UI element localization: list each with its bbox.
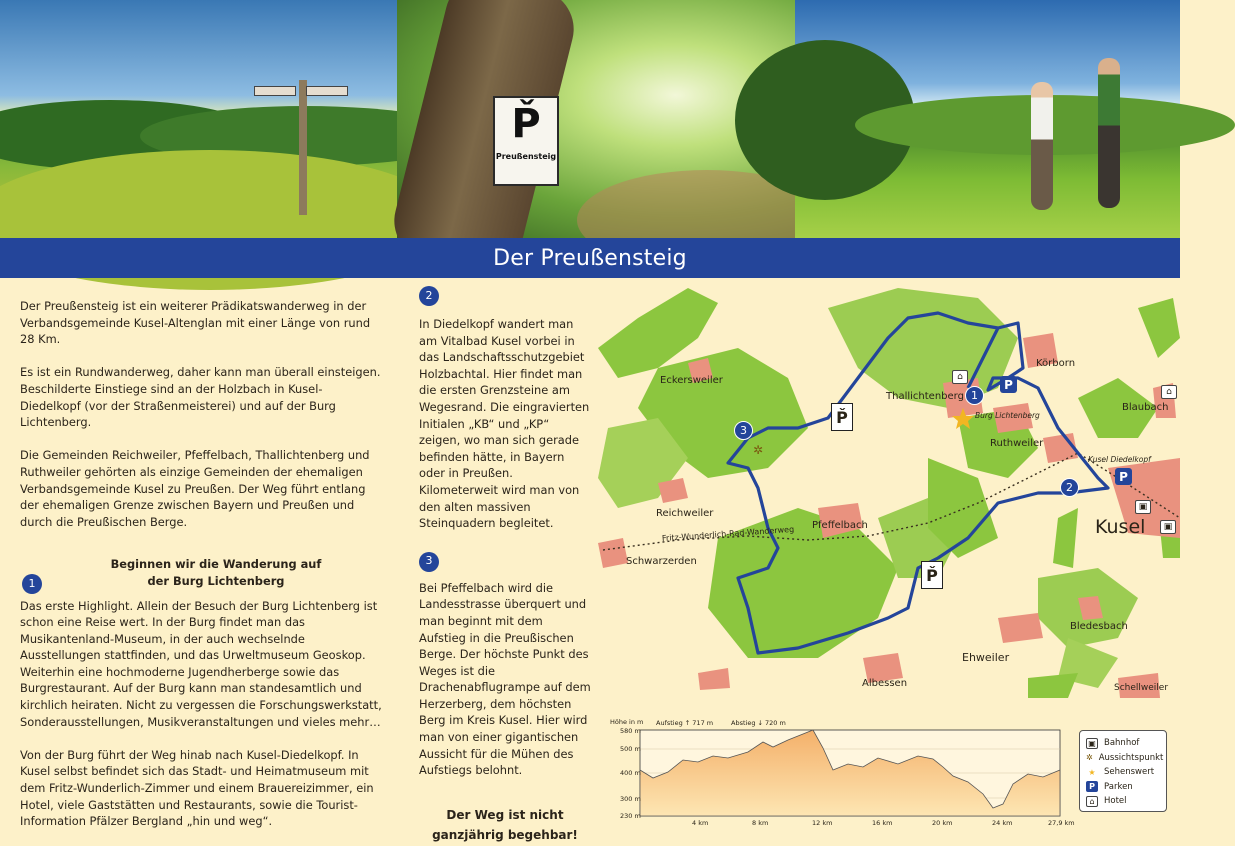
profile-ylabel: Höhe in m [610,718,644,726]
profile-xtick: 20 km [932,819,953,827]
section-1-heading: Beginnen wir die Wanderung auf der Burg Lichtenberg [110,557,322,588]
legend-item: ★ Sehenswert [1086,765,1160,780]
map-canvas [598,278,1180,698]
parking-icon: P [1086,781,1098,792]
photo-meadow-signpost [0,0,397,238]
route-column [419,286,591,845]
train-icon: ▣ [1086,738,1098,749]
place-albessen: Albessen [862,678,908,689]
place-burg-lichtenberg: Burg Lichtenberg [975,411,1040,420]
intro-paragraph-2: Es ist ein Rundwanderweg, daher kann man überall einsteigen. Beschilderte Einstiege sind an der Holzbach in Kusel-Diedelkopf (vor der Straßenmeisterei) und auf der Burg Lichtenberg. [20,365,381,430]
profile-xtick: 16 km [872,819,893,827]
hotel-icon: ⌂ [1161,385,1177,399]
section-3-badge: 3 [419,552,439,572]
profile-ytick: 400 m [620,769,641,777]
place-reichweiler: Reichweiler [656,508,714,519]
profile-xtick: 27,9 km [1048,819,1075,827]
route-map [598,278,1180,698]
train-station-icon: ▣ [1160,520,1176,534]
place-kusel: Kusel [1095,516,1146,538]
waymark-glyph: P̌ [511,101,541,147]
train-station-icon: ▣ [1135,500,1151,514]
place-ruthweiler: Ruthweiler [990,438,1044,449]
closing-note: Der Weg ist nicht ganzjährig begehbar! [432,807,578,842]
route-marker-1: 1 [965,386,984,405]
waymark-icon: P̌ [921,561,943,589]
map-legend [1079,730,1167,812]
profile-ascent: Aufstieg ↑ 717 m [656,719,714,727]
hiker-woman [1031,82,1053,210]
photo-hikers [795,0,1180,238]
profile-ytick: 230 m [620,812,641,820]
profile-xtick: 4 km [692,819,709,827]
intro-column [20,298,382,846]
place-pfeffelbach: Pfeffelbach [812,520,868,531]
waymark-sign [493,96,559,186]
place-thallichtenberg: Thallichtenberg [886,391,964,402]
signpost [299,80,307,215]
route-marker-2: 2 [1060,478,1079,497]
profile-xtick: 24 km [992,819,1013,827]
place-schwarzerden: Schwarzerden [626,556,697,567]
route-marker-3: 3 [734,421,753,440]
profile-ytick: 500 m [620,745,641,753]
place-bledesbach: Bledesbach [1070,621,1128,632]
profile-ytick: 300 m [620,795,641,803]
profile-xtick: 8 km [752,819,769,827]
section-1-paragraph-2: Von der Burg führt der Weg hinab nach Kusel-Diedelkopf. In Kusel selbst befindet sich das Stadt- und Heimatmuseum mit dem Fritz-Wunderlich-Zimmer und einem Brauereizimmer, ein Hotel, viele Gaststätten und Restaurants, sowie die Tourist-Information Pfälzer Bergland „hin und weg“. [20,747,374,829]
section-2-paragraph: In Diedelkopf wandert man am Vitalbad Kusel vorbei in das Landschaftsschutzgebiet Holzbachtal. Hier findet man die ersten Grenzsteine am Wegesrand. Die eingravierten Initialen „KB“ und „KP“ zeigen, wo man sich gerade befinden hätte, in Bayern oder in Preußen. Kilometerweit wird man von den alten massiven Steinquadern begleitet. [419,317,590,531]
viewpoint-icon: ✲ [753,443,764,457]
star-icon: ★ [1088,767,1096,777]
profile-descent: Abstieg ↓ 720 m [731,719,786,727]
intro-paragraph-1: Der Preußensteig ist ein weiterer Prädikatswanderweg in der Verbandsgemeinde Kusel-Altenglan mit einer Länge von rund 28 Km. [20,299,371,347]
section-1-paragraph: Das erste Highlight. Allein der Besuch der Burg Lichtenberg ist schon eine Reise wert. In der Burg findet man das Musikantenland-Museum, in der auch wechselnde Ausstellungen stattfinden, und das Urweltmuseum Geoskop. Weiterhin eine hochmoderne Jugendherberge sowie das Burgrestaurant. Auf der Burg kann man standesamtlich und kirchlich heiraten. Nicht zu vergessen die Forschungswerkstatt, Sonderausstellungen, Musikveranstaltungen und vieles mehr… [20,598,382,729]
parking-icon: P [1115,468,1132,485]
elevation-profile [598,712,1076,830]
elevation-chart [598,712,1076,830]
legend-item: ✲ Aussichtspunkt [1086,752,1164,763]
section-2-badge: 2 [419,286,439,306]
viewpoint-icon: ✲ [1086,753,1093,763]
place-schellweiler: Schellweiler [1114,683,1169,693]
profile-xtick: 12 km [812,819,833,827]
place-koerborn: Körborn [1036,358,1076,369]
parking-icon: P [1000,376,1017,393]
place-kusel-diedelkopf: Kusel Diedelkopf [1088,455,1151,464]
section-1-badge: 1 [22,574,42,594]
title-bar [0,238,1180,278]
page-title: Der Preußensteig [493,245,687,271]
intro-paragraph-3: Die Gemeinden Reichweiler, Pfeffelbach, Thallichtenberg und Ruthweiler gehörten als einzige Gemeinden der ehemaligen Verbandsgemeinde Kusel zu Preußen. Der Weg führt entlang der ehemaligen Grenze zwischen Bayern und Preußen und durch die Preußischen Berge. [20,448,370,529]
profile-ytick: 580 m [620,727,641,735]
bike-path-label: Fritz-Wunderlich-Rad-Wanderweg [661,524,795,543]
waymark-icon: P̌ [831,403,853,431]
place-blaubach: Blaubach [1122,402,1169,413]
legend-item: ▣ Bahnhof [1086,736,1160,751]
place-ehweiler: Ehweiler [962,651,1010,664]
section-3-paragraph: Bei Pfeffelbach wird die Landesstrasse überquert und man beginnt mit dem Aufstieg in die Preußischen Berge. Der höchste Punkt des Weges ist die Drachenabflugrampe auf dem Herzerberg, dem höchsten Berg im Kreis Kusel. Hier wird man von einer gigantischen Aussicht für die Mühen des Aufstiegs belohnt. [419,580,591,778]
legend-item: ⌂ Hotel [1086,794,1160,809]
photo-strip [0,0,1180,238]
legend-item: P Parken [1086,780,1160,795]
hotel-icon: ⌂ [1086,796,1098,807]
hotel-icon: ⌂ [952,370,968,384]
hiker-man [1098,58,1120,208]
section-1-header [20,556,382,589]
place-eckersweiler: Eckersweiler [660,375,723,386]
waymark-caption: Preußensteig [495,152,557,161]
